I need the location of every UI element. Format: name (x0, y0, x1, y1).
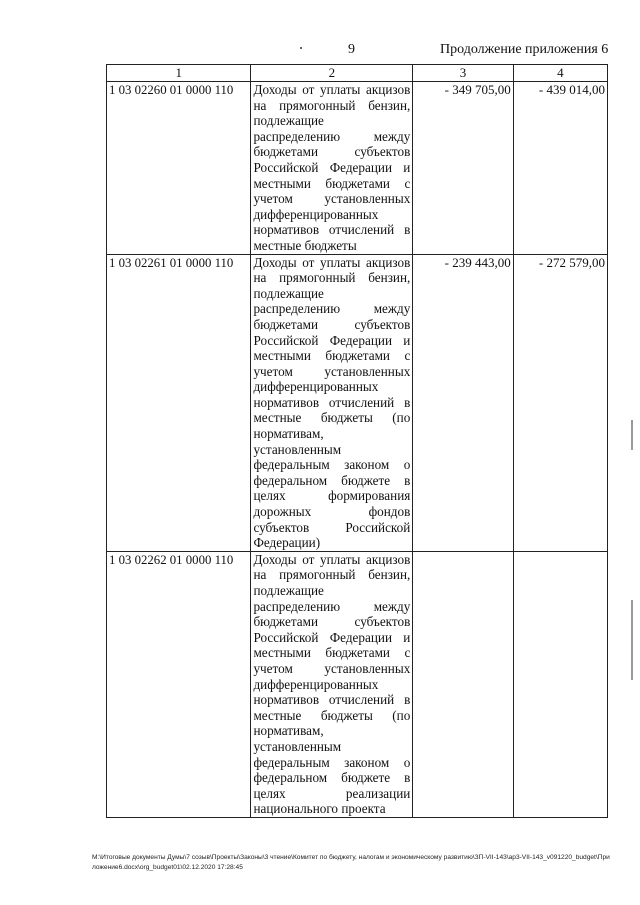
revenue-name: Доходы от уплаты акцизов на прямогонный бензин, подлежащие распределению между бюджетами субъектов Российской Федерации и местными бюджетами с учетом установленных дифференцированных нормативов отчислений в местные бюджеты (по нормативам, установленным федеральным законом о федеральном бюджете в целях реализации национального проекта (251, 551, 413, 817)
amount-col3: - 239 443,00 (413, 254, 513, 551)
budget-table (106, 64, 608, 818)
revenue-code: 1 03 02260 01 0000 110 (107, 82, 251, 255)
column-header-1: 1 (107, 65, 251, 82)
continuation-title: Продолжение приложения 6 (440, 42, 609, 57)
scan-edge-mark (631, 420, 633, 450)
revenue-code: 1 03 02261 01 0000 110 (107, 254, 251, 551)
amount-col4: - 439 014,00 (513, 82, 607, 255)
table-row (107, 254, 608, 551)
table-row (107, 551, 608, 817)
revenue-name: Доходы от уплаты акцизов на прямогонный бензин, подлежащие распределению между бюджетами субъектов Российской Федерации и местными бюджетами с учетом установленных дифференцированных нормативов отчислений в местные бюджеты (251, 82, 413, 255)
column-header-4: 4 (513, 65, 607, 82)
file-path-footer: M:\Итоговые документы Думы\7 созыв\Проекты\Законы\3 чтение\Комитет по бюджету, налогам и экономическому развитию\ЗП-VII-143\ap3-VII-143_v091220_budget\Приложение6.docx\org_budget01\02.12.2020 17:28:45 (92, 854, 610, 871)
amount-col3 (413, 551, 513, 817)
table-header-row (107, 65, 608, 82)
revenue-code: 1 03 02262 01 0000 110 (107, 551, 251, 817)
scan-dot (300, 47, 302, 49)
revenue-name: Доходы от уплаты акцизов на прямогонный бензин, подлежащие распределению между бюджетами субъектов Российской Федерации и местными бюджетами с учетом установленных дифференцированных нормативов отчислений в местные бюджеты (по нормативам, установленным федеральным законом о федеральном бюджете в целях формирования дорожных фондов субъектов Российской Федерации) (251, 254, 413, 551)
column-header-3: 3 (413, 65, 513, 82)
table-row (107, 82, 608, 255)
page-number: 9 (348, 42, 355, 57)
amount-col4: - 272 579,00 (513, 254, 607, 551)
column-header-2: 2 (251, 65, 413, 82)
amount-col3: - 349 705,00 (413, 82, 513, 255)
scan-edge-mark (631, 600, 633, 680)
amount-col4 (513, 551, 607, 817)
